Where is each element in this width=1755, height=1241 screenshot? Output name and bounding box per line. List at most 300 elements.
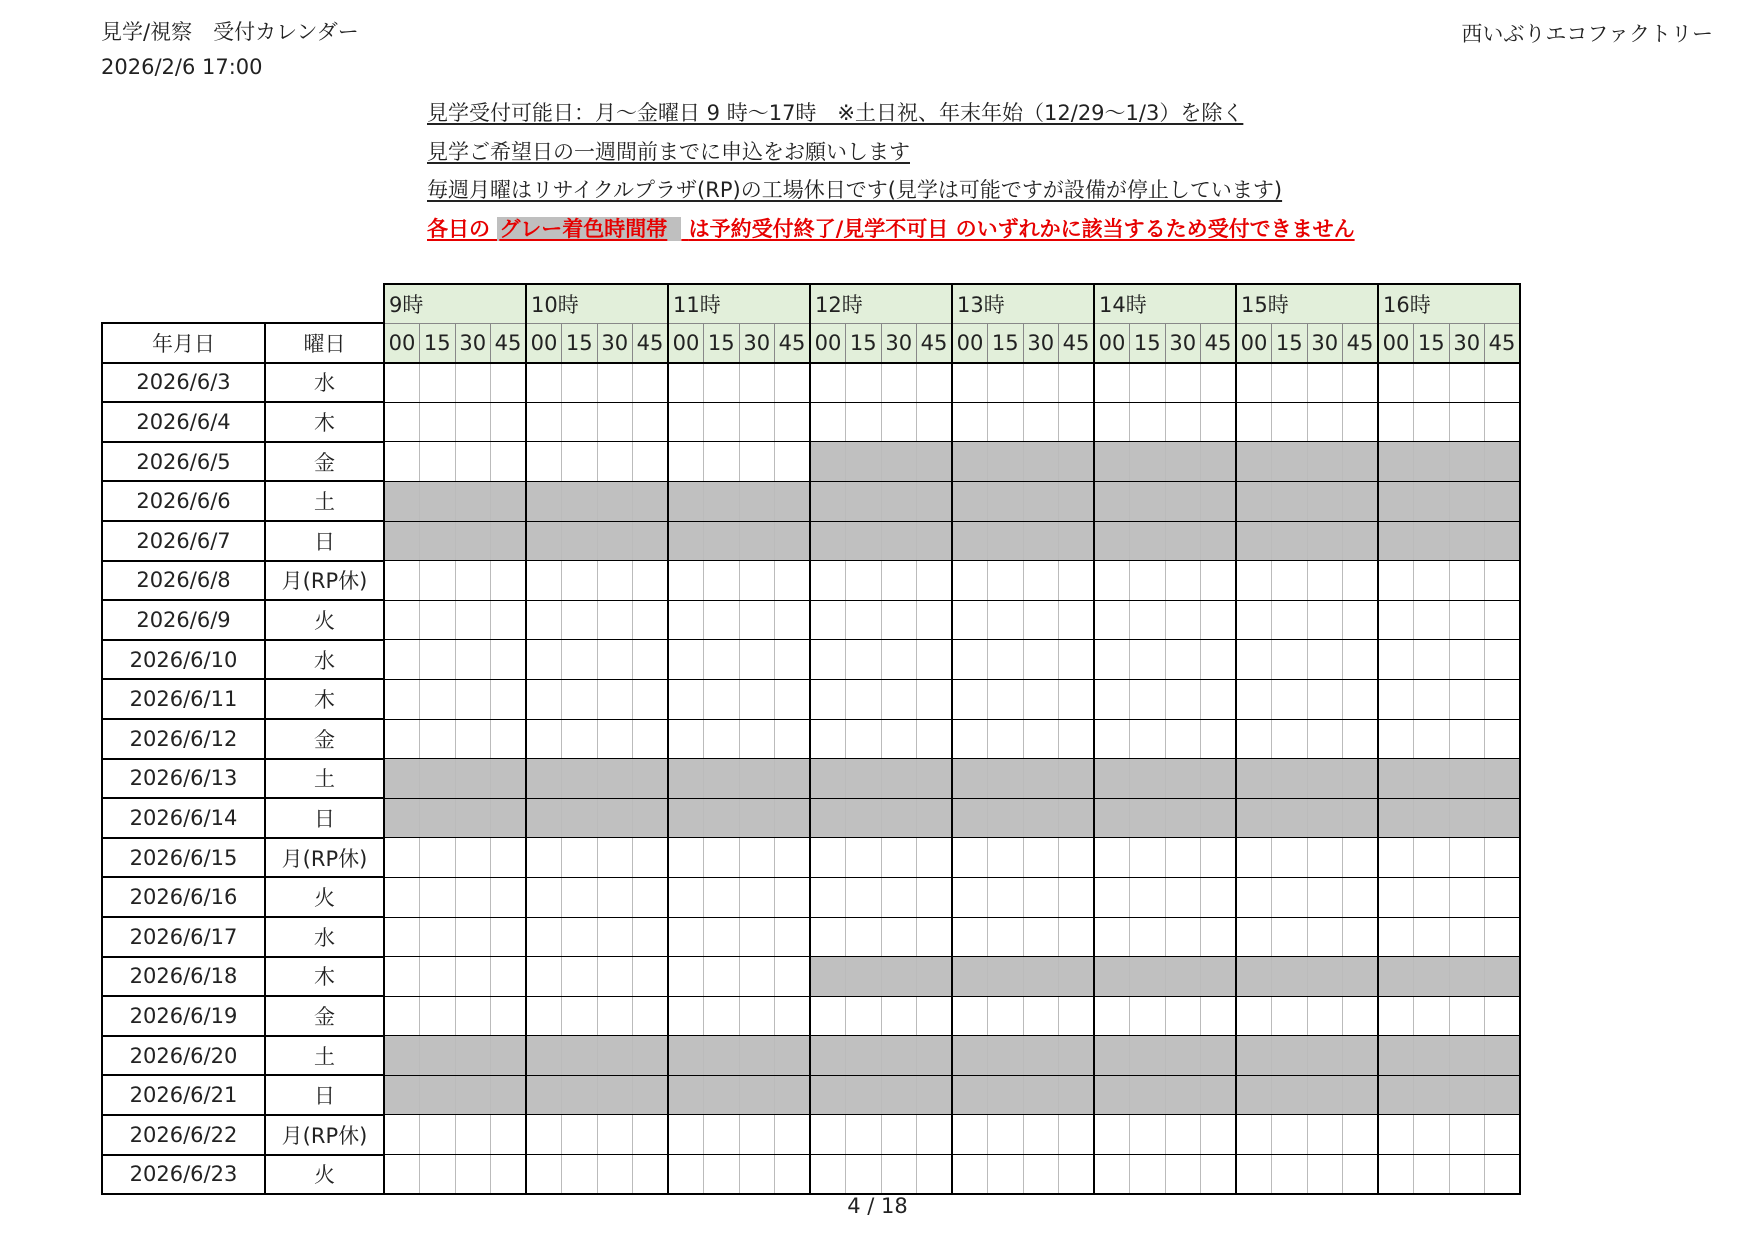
time-slot-open	[881, 363, 917, 403]
time-slot-open	[1485, 1155, 1521, 1195]
time-slot-blocked	[1236, 1075, 1272, 1115]
time-slot-open	[917, 679, 953, 719]
time-slot-blocked	[1485, 521, 1521, 561]
time-slot-open	[917, 1155, 953, 1195]
time-slot-open	[988, 1155, 1024, 1195]
time-slot-open	[1165, 838, 1201, 878]
time-slot-blocked	[952, 442, 988, 482]
time-slot-open	[562, 363, 598, 403]
time-slot-open	[739, 877, 775, 917]
time-slot-open	[633, 679, 669, 719]
row-weekday: 土	[265, 1036, 384, 1076]
time-slot-open	[1165, 917, 1201, 957]
time-slot-blocked	[1378, 1036, 1414, 1076]
time-slot-open	[455, 838, 491, 878]
time-slot-open	[384, 917, 420, 957]
time-slot-blocked	[562, 1036, 598, 1076]
time-slot-open	[1272, 363, 1308, 403]
time-slot-open	[1165, 877, 1201, 917]
time-slot-blocked	[810, 442, 846, 482]
time-slot-open	[1236, 402, 1272, 442]
time-slot-blocked	[1343, 442, 1379, 482]
time-slot-open	[420, 719, 456, 759]
time-slot-open	[526, 996, 562, 1036]
time-slot-open	[952, 917, 988, 957]
time-slot-open	[455, 1115, 491, 1155]
calendar-row	[102, 481, 1520, 521]
time-slot-open	[455, 600, 491, 640]
time-slot-blocked	[988, 442, 1024, 482]
time-slot-blocked	[1165, 957, 1201, 997]
row-weekday: 金	[265, 996, 384, 1036]
time-slot-open	[597, 363, 633, 403]
time-slot-blocked	[881, 1075, 917, 1115]
time-slot-blocked	[846, 1036, 882, 1076]
time-slot-blocked	[952, 798, 988, 838]
time-slot-blocked	[810, 481, 846, 521]
time-slot-open	[1485, 402, 1521, 442]
time-slot-open	[455, 957, 491, 997]
row-weekday: 日	[265, 1075, 384, 1115]
time-slot-open	[952, 1155, 988, 1195]
time-slot-blocked	[491, 798, 527, 838]
time-slot-open	[1201, 402, 1237, 442]
time-slot-blocked	[491, 481, 527, 521]
time-slot-blocked	[668, 481, 704, 521]
time-slot-open	[1201, 363, 1237, 403]
calendar-row	[102, 521, 1520, 561]
time-slot-open	[810, 1115, 846, 1155]
time-slot-open	[846, 1115, 882, 1155]
time-slot-open	[988, 363, 1024, 403]
time-slot-open	[384, 996, 420, 1036]
time-slot-open	[1343, 640, 1379, 680]
time-slot-open	[1059, 402, 1095, 442]
time-slot-open	[668, 442, 704, 482]
time-slot-open	[1272, 679, 1308, 719]
time-slot-open	[775, 640, 811, 680]
time-slot-open	[455, 1155, 491, 1195]
calendar-row	[102, 996, 1520, 1036]
time-slot-blocked	[1449, 1075, 1485, 1115]
time-slot-blocked	[1201, 798, 1237, 838]
minute-header: 30	[881, 323, 917, 363]
time-slot-open	[526, 838, 562, 878]
time-slot-blocked	[668, 1075, 704, 1115]
time-slot-open	[597, 640, 633, 680]
time-slot-open	[775, 877, 811, 917]
time-slot-open	[1414, 1155, 1450, 1195]
time-slot-open	[1094, 1115, 1130, 1155]
time-slot-open	[491, 442, 527, 482]
time-slot-open	[1272, 719, 1308, 759]
time-slot-open	[739, 957, 775, 997]
time-slot-blocked	[384, 1036, 420, 1076]
time-slot-open	[420, 1115, 456, 1155]
time-slot-open	[1414, 363, 1450, 403]
time-slot-open	[633, 996, 669, 1036]
time-slot-open	[384, 679, 420, 719]
time-slot-open	[917, 1115, 953, 1155]
time-slot-blocked	[775, 1075, 811, 1115]
row-weekday: 木	[265, 957, 384, 997]
row-date: 2026/6/12	[102, 719, 265, 759]
time-slot-open	[1378, 600, 1414, 640]
time-slot-blocked	[917, 1036, 953, 1076]
time-slot-open	[562, 679, 598, 719]
time-slot-open	[775, 600, 811, 640]
time-slot-open	[491, 957, 527, 997]
time-slot-open	[491, 917, 527, 957]
time-slot-open	[384, 561, 420, 601]
time-slot-open	[668, 561, 704, 601]
time-slot-blocked	[384, 521, 420, 561]
time-slot-open	[633, 917, 669, 957]
minute-header: 00	[1236, 323, 1272, 363]
time-slot-blocked	[988, 759, 1024, 799]
time-slot-blocked	[1485, 1036, 1521, 1076]
time-slot-open	[775, 1115, 811, 1155]
time-slot-blocked	[1059, 798, 1095, 838]
time-slot-open	[1023, 600, 1059, 640]
time-slot-open	[1272, 1115, 1308, 1155]
time-slot-blocked	[1485, 957, 1521, 997]
time-slot-open	[668, 1115, 704, 1155]
time-slot-open	[1094, 917, 1130, 957]
time-slot-open	[1307, 877, 1343, 917]
time-slot-open	[455, 363, 491, 403]
row-date: 2026/6/19	[102, 996, 265, 1036]
time-slot-open	[1485, 917, 1521, 957]
row-weekday: 金	[265, 719, 384, 759]
time-slot-open	[917, 402, 953, 442]
date-column-header: 年月日	[102, 323, 265, 363]
time-slot-open	[562, 957, 598, 997]
calendar-row	[102, 442, 1520, 482]
calendar-row	[102, 1115, 1520, 1155]
time-slot-open	[1201, 1115, 1237, 1155]
time-slot-open	[775, 561, 811, 601]
time-slot-open	[1449, 640, 1485, 680]
time-slot-open	[810, 679, 846, 719]
time-slot-blocked	[775, 798, 811, 838]
time-slot-blocked	[526, 521, 562, 561]
time-slot-open	[1449, 996, 1485, 1036]
row-weekday: 火	[265, 877, 384, 917]
time-slot-open	[739, 1155, 775, 1195]
time-slot-open	[1201, 877, 1237, 917]
time-slot-open	[846, 640, 882, 680]
time-slot-open	[526, 719, 562, 759]
time-slot-open	[881, 561, 917, 601]
time-slot-blocked	[1059, 1036, 1095, 1076]
time-slot-blocked	[526, 1075, 562, 1115]
minute-header: 00	[952, 323, 988, 363]
time-slot-open	[1236, 600, 1272, 640]
time-slot-blocked	[1059, 1075, 1095, 1115]
time-slot-open	[1378, 640, 1414, 680]
minute-header: 15	[988, 323, 1024, 363]
time-slot-open	[668, 1155, 704, 1195]
time-slot-open	[739, 838, 775, 878]
time-slot-blocked	[1201, 481, 1237, 521]
time-slot-open	[1130, 679, 1166, 719]
time-slot-blocked	[704, 1036, 740, 1076]
row-weekday: 月(RP休)	[265, 561, 384, 601]
time-slot-open	[633, 363, 669, 403]
time-slot-blocked	[1485, 759, 1521, 799]
time-slot-open	[1414, 877, 1450, 917]
time-slot-open	[917, 719, 953, 759]
time-slot-open	[1165, 363, 1201, 403]
time-slot-open	[1378, 877, 1414, 917]
time-slot-open	[775, 679, 811, 719]
time-slot-open	[1307, 640, 1343, 680]
time-slot-open	[1307, 363, 1343, 403]
time-slot-open	[1414, 679, 1450, 719]
time-slot-open	[1343, 917, 1379, 957]
time-slot-blocked	[1307, 798, 1343, 838]
time-slot-open	[1449, 1115, 1485, 1155]
time-slot-blocked	[420, 521, 456, 561]
time-slot-open	[704, 838, 740, 878]
time-slot-open	[1485, 600, 1521, 640]
time-slot-open	[917, 877, 953, 917]
time-slot-blocked	[775, 1036, 811, 1076]
row-weekday: 火	[265, 1155, 384, 1195]
time-slot-blocked	[1130, 957, 1166, 997]
time-slot-open	[526, 679, 562, 719]
time-slot-blocked	[1023, 481, 1059, 521]
time-slot-open	[1378, 402, 1414, 442]
corner-blank	[265, 284, 384, 323]
corner-blank	[102, 284, 265, 323]
time-slot-blocked	[1414, 1075, 1450, 1115]
time-slot-blocked	[491, 1036, 527, 1076]
time-slot-open	[562, 1155, 598, 1195]
time-slot-open	[526, 363, 562, 403]
time-slot-blocked	[1414, 521, 1450, 561]
time-slot-blocked	[1023, 442, 1059, 482]
time-slot-open	[491, 996, 527, 1036]
time-slot-blocked	[917, 521, 953, 561]
time-slot-open	[491, 877, 527, 917]
calendar-row	[102, 1155, 1520, 1195]
time-slot-blocked	[526, 798, 562, 838]
time-slot-open	[384, 442, 420, 482]
time-slot-open	[1272, 877, 1308, 917]
time-slot-blocked	[562, 1075, 598, 1115]
time-slot-blocked	[1343, 481, 1379, 521]
time-slot-blocked	[633, 798, 669, 838]
time-slot-blocked	[1130, 1036, 1166, 1076]
time-slot-open	[775, 917, 811, 957]
time-slot-blocked	[1414, 798, 1450, 838]
time-slot-open	[633, 877, 669, 917]
time-slot-open	[1130, 1155, 1166, 1195]
time-slot-blocked	[917, 798, 953, 838]
time-slot-open	[1201, 600, 1237, 640]
time-slot-open	[526, 600, 562, 640]
time-slot-blocked	[420, 1075, 456, 1115]
row-weekday: 土	[265, 481, 384, 521]
time-slot-blocked	[1165, 759, 1201, 799]
time-slot-blocked	[1449, 481, 1485, 521]
time-slot-blocked	[1485, 798, 1521, 838]
minute-header: 30	[1023, 323, 1059, 363]
time-slot-blocked	[1449, 1036, 1485, 1076]
time-slot-open	[597, 877, 633, 917]
time-slot-open	[491, 1115, 527, 1155]
hour-header: 10時	[526, 284, 668, 323]
time-slot-open	[1449, 1155, 1485, 1195]
time-slot-open	[704, 996, 740, 1036]
time-slot-open	[1023, 363, 1059, 403]
row-date: 2026/6/7	[102, 521, 265, 561]
calendar-row	[102, 1036, 1520, 1076]
time-slot-open	[1130, 363, 1166, 403]
calendar-row	[102, 600, 1520, 640]
document-datetime: 2026/2/6 17:00	[101, 55, 263, 79]
row-date: 2026/6/18	[102, 957, 265, 997]
time-slot-blocked	[1201, 1075, 1237, 1115]
time-slot-blocked	[1307, 759, 1343, 799]
time-slot-open	[988, 917, 1024, 957]
time-slot-blocked	[1023, 1036, 1059, 1076]
time-slot-open	[1094, 877, 1130, 917]
time-slot-open	[704, 402, 740, 442]
time-slot-blocked	[1130, 442, 1166, 482]
time-slot-blocked	[1023, 1075, 1059, 1115]
time-slot-blocked	[1272, 1036, 1308, 1076]
time-slot-blocked	[1059, 481, 1095, 521]
time-slot-open	[562, 877, 598, 917]
time-slot-open	[1023, 719, 1059, 759]
time-slot-blocked	[775, 759, 811, 799]
warning-highlight: グレー着色時間帯	[497, 217, 681, 241]
time-slot-open	[881, 719, 917, 759]
time-slot-open	[739, 679, 775, 719]
time-slot-open	[1449, 679, 1485, 719]
time-slot-open	[917, 600, 953, 640]
time-slot-blocked	[1236, 521, 1272, 561]
row-weekday: 月(RP休)	[265, 1115, 384, 1155]
calendar-row	[102, 679, 1520, 719]
time-slot-blocked	[1059, 759, 1095, 799]
time-slot-blocked	[1094, 957, 1130, 997]
time-slot-blocked	[633, 1036, 669, 1076]
time-slot-open	[1059, 561, 1095, 601]
row-date: 2026/6/6	[102, 481, 265, 521]
time-slot-blocked	[1307, 442, 1343, 482]
time-slot-open	[1201, 640, 1237, 680]
time-slot-blocked	[1414, 481, 1450, 521]
time-slot-blocked	[846, 481, 882, 521]
minute-header: 30	[597, 323, 633, 363]
time-slot-open	[455, 679, 491, 719]
time-slot-open	[384, 957, 420, 997]
time-slot-blocked	[810, 957, 846, 997]
row-weekday: 日	[265, 798, 384, 838]
time-slot-blocked	[1343, 1036, 1379, 1076]
time-slot-open	[846, 1155, 882, 1195]
time-slot-open	[668, 600, 704, 640]
time-slot-open	[1236, 917, 1272, 957]
time-slot-blocked	[1378, 798, 1414, 838]
time-slot-blocked	[1449, 759, 1485, 799]
time-slot-blocked	[1414, 1036, 1450, 1076]
time-slot-open	[1094, 402, 1130, 442]
time-slot-blocked	[668, 521, 704, 561]
time-slot-blocked	[455, 759, 491, 799]
time-slot-open	[952, 561, 988, 601]
time-slot-open	[1023, 1115, 1059, 1155]
time-slot-open	[1414, 917, 1450, 957]
row-weekday: 土	[265, 759, 384, 799]
time-slot-open	[1130, 996, 1166, 1036]
time-slot-open	[1201, 719, 1237, 759]
time-slot-blocked	[633, 1075, 669, 1115]
note-rp-holiday: 毎週月曜はリサイクルプラザ(RP)の工場休日です(見学は可能ですが設備が停止しています)	[427, 178, 1283, 202]
minute-header: 00	[668, 323, 704, 363]
time-slot-open	[1343, 600, 1379, 640]
time-slot-open	[420, 561, 456, 601]
time-slot-open	[1378, 363, 1414, 403]
time-slot-open	[562, 402, 598, 442]
time-slot-blocked	[633, 521, 669, 561]
row-weekday: 木	[265, 402, 384, 442]
time-slot-blocked	[917, 442, 953, 482]
time-slot-blocked	[810, 1036, 846, 1076]
time-slot-open	[1343, 996, 1379, 1036]
time-slot-open	[1307, 719, 1343, 759]
time-slot-open	[704, 1115, 740, 1155]
time-slot-blocked	[668, 759, 704, 799]
time-slot-open	[633, 719, 669, 759]
row-date: 2026/6/8	[102, 561, 265, 601]
time-slot-open	[1236, 561, 1272, 601]
minute-header: 15	[420, 323, 456, 363]
time-slot-open	[597, 402, 633, 442]
time-slot-blocked	[1378, 521, 1414, 561]
time-slot-blocked	[562, 481, 598, 521]
warning-suffix: は予約受付終了/見学不可日 のいずれかに該当するため受付できません	[688, 216, 1355, 241]
time-slot-open	[491, 838, 527, 878]
time-slot-open	[1378, 679, 1414, 719]
time-slot-open	[881, 600, 917, 640]
time-slot-open	[739, 917, 775, 957]
time-slot-open	[952, 640, 988, 680]
time-slot-open	[1343, 1155, 1379, 1195]
time-slot-open	[668, 719, 704, 759]
time-slot-open	[739, 1115, 775, 1155]
time-slot-open	[384, 402, 420, 442]
time-slot-open	[455, 402, 491, 442]
minute-header: 15	[846, 323, 882, 363]
time-slot-blocked	[597, 798, 633, 838]
time-slot-open	[668, 679, 704, 719]
time-slot-open	[1165, 640, 1201, 680]
time-slot-open	[668, 402, 704, 442]
time-slot-open	[881, 1115, 917, 1155]
time-slot-open	[491, 363, 527, 403]
time-slot-blocked	[597, 1036, 633, 1076]
warning-prefix: 各日の	[427, 216, 490, 241]
row-date: 2026/6/3	[102, 363, 265, 403]
time-slot-blocked	[881, 798, 917, 838]
time-slot-open	[384, 877, 420, 917]
time-slot-blocked	[1201, 957, 1237, 997]
